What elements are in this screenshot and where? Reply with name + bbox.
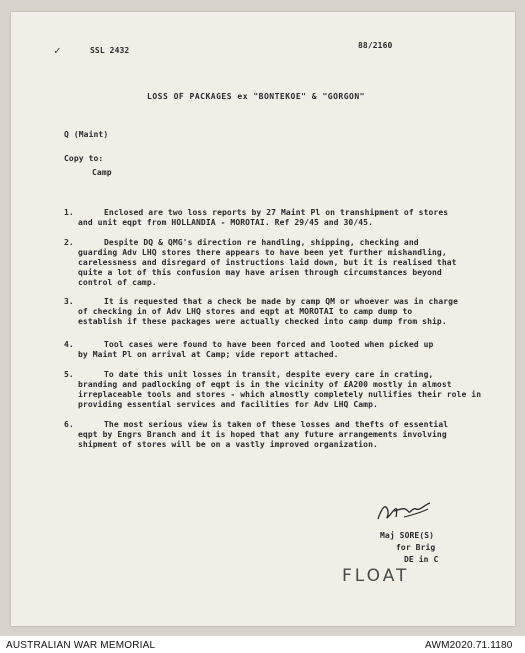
paragraph-line: Enclosed are two loss reports by 27 Maint Pl on transhipment of stores: [104, 208, 449, 217]
paragraph-line: guarding Adv LHQ stores there appears to have been yet further mishandling,: [78, 248, 447, 257]
signoff-appointment: DE in C: [404, 555, 439, 564]
paragraph-line: control of camp.: [78, 278, 157, 287]
tick-mark-icon: ✓: [54, 44, 61, 57]
handwritten-float-note: FLOAT: [342, 566, 410, 586]
paragraph-line: quite a lot of this confusion may have arisen through circumstances beyond: [78, 268, 442, 277]
paragraph-line: providing essential services and facilities for Adv LHQ Camp.: [78, 400, 378, 409]
paragraph-number: 3.: [64, 297, 74, 306]
file-reference: 88/2160: [358, 41, 393, 50]
sheet-reference: SSL 2432: [90, 46, 130, 55]
copy-to-label: Copy to:: [64, 154, 104, 163]
signoff-rank: Maj SORE(S): [380, 531, 435, 540]
paragraph-number: 5.: [64, 370, 74, 379]
paragraph-line: by Maint Pl on arrival at Camp; vide report attached.: [78, 350, 339, 359]
paragraph-number: 6.: [64, 420, 74, 429]
handwritten-signature: [374, 497, 434, 527]
paragraph-line: The most serious view is taken of these losses and thefts of essential: [104, 420, 449, 429]
copy-to-recipient: Camp: [92, 168, 112, 177]
paragraph-line: establish if these packages were actually checked into camp dump from ship.: [78, 317, 447, 326]
footer-institution: AUSTRALIAN WAR MEMORIAL: [6, 640, 156, 651]
paragraph-line: It is requested that a check be made by camp QM or whoever was in charge: [104, 297, 458, 306]
paragraph-line: carelessness and disregard of instructions laid down, but it is realised that: [78, 258, 457, 267]
paragraph-line: Despite DQ & QMG's direction re handling, shipping, checking and: [104, 238, 419, 247]
paragraph-line: irreplaceable tools and stores - which almostly completely nullifies their role in: [78, 390, 482, 399]
paragraph-line: branding and padlocking of eqpt is in the vicinity of £A200 mostly in almost: [78, 380, 452, 389]
paragraph-line: shipment of stores will be on a vastly improved organization.: [78, 440, 378, 449]
paragraph-line: To date this unit losses in transit, despite every care in crating,: [104, 370, 434, 379]
document-title: LOSS OF PACKAGES ex "BONTEKOE" & "GORGON": [147, 92, 365, 101]
paragraph-number: 2.: [64, 238, 74, 247]
paragraph-line: and unit eqpt from HOLLANDIA - MOROTAI. Ref 29/45 and 30/45.: [78, 218, 373, 227]
paragraph-number: 1.: [64, 208, 74, 217]
signoff-for: for Brig: [396, 543, 436, 552]
addressee: Q (Maint): [64, 130, 109, 139]
paragraph-line: Tool cases were found to have been forced and looted when picked up: [104, 340, 434, 349]
paragraph-line: of checking in of Adv LHQ stores and eqpt at MOROTAI to camp dump to: [78, 307, 413, 316]
footer-accession-number: AWM2020.71.1180: [425, 640, 513, 651]
paragraph-number: 4.: [64, 340, 74, 349]
paragraph-line: eqpt by Engrs Branch and it is hoped that any future arrangements involving: [78, 430, 447, 439]
